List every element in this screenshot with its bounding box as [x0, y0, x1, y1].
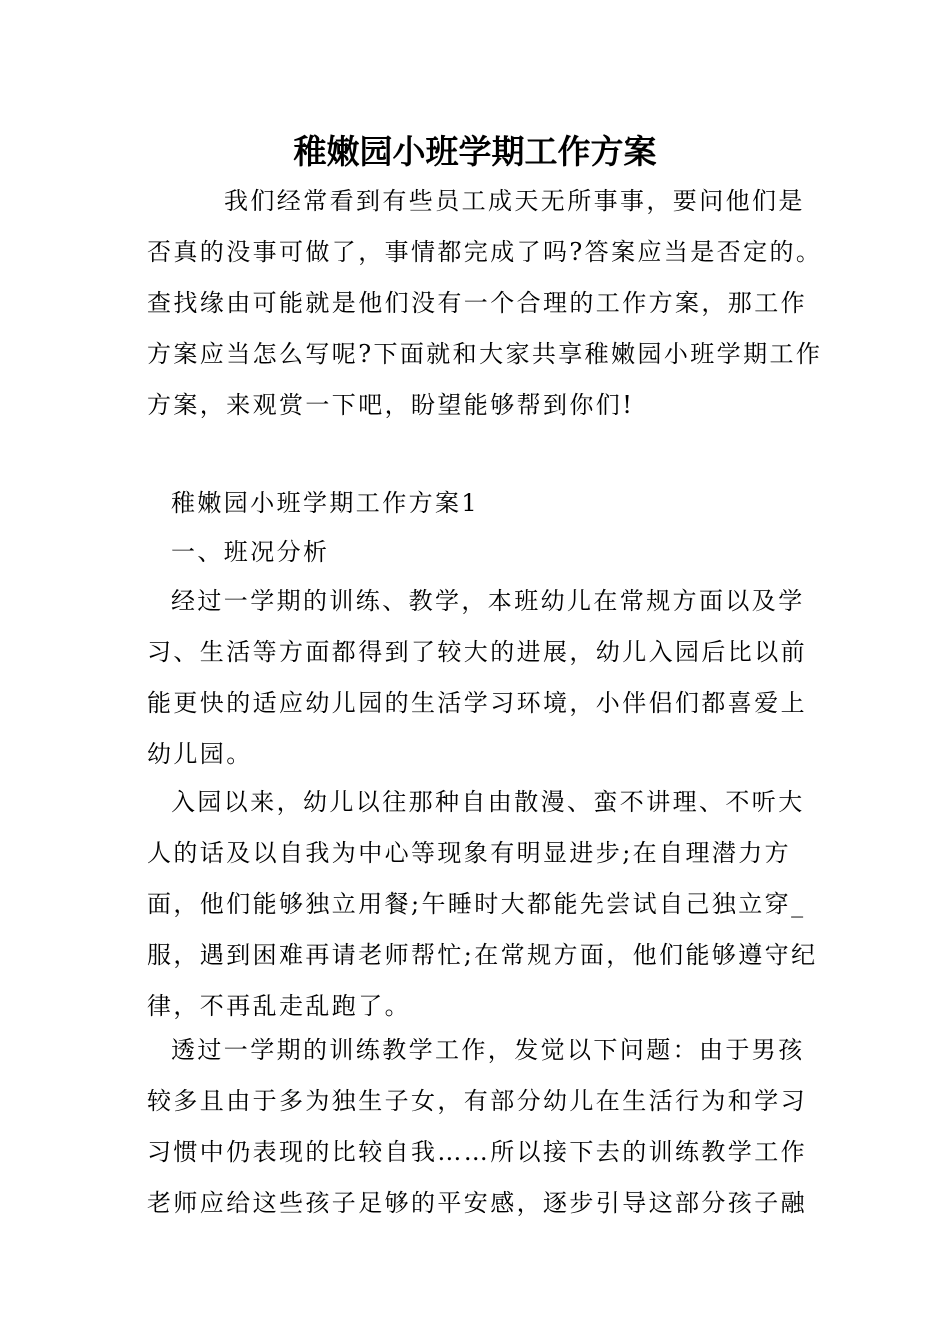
document-title: 稚嫩园小班学期工作方案 — [293, 132, 657, 171]
body-paragraph-2: 入园以来，幼儿以往那种自由散漫、蛮不讲理、不听大人的话及以自我为中心等现象有明显进步;在自理潜力方面，他们能够独立用餐;午睡时大都能先尝试自己独立穿_服，遇到困难再请老师帮忙;在常规方面，他们能够遵守纪律，不再乱走乱跑了。 — [147, 788, 818, 1020]
body-paragraph-1: 经过一学期的训练、教学，本班幼儿在常规方面以及学习、生活等方面都得到了较大的进展，幼儿入园后比以前能更快的适应幼儿园的生活学习环境，小伴侣们都喜爱上幼儿园。 — [147, 587, 807, 768]
subsection-title: 一、班况分析 — [171, 538, 330, 566]
intro-paragraph: 我们经常看到有些员工成天无所事事，要问他们是否真的没事可做了，事情都完成了吗?答案应当是否定的。查找缘由可能就是他们没有一个合理的工作方案，那工作方案应当怎么写呢?下面就和大家共享稚嫩园小班学期工作方案，来观赏一下吧，盼望能够帮到你们! — [147, 187, 823, 419]
body-paragraph-3: 透过一学期的训练教学工作，发觉以下问题：由于男孩较多且由于多为独生子女，有部分幼儿在生活行为和学习习惯中仍表现的比较自我……所以接下去的训练教学工作老师应给这些孩子足够的平安感，逐步引导这部分孩子融 — [147, 1036, 807, 1217]
section-title: 稚嫩园小班学期工作方案1 — [171, 489, 480, 517]
